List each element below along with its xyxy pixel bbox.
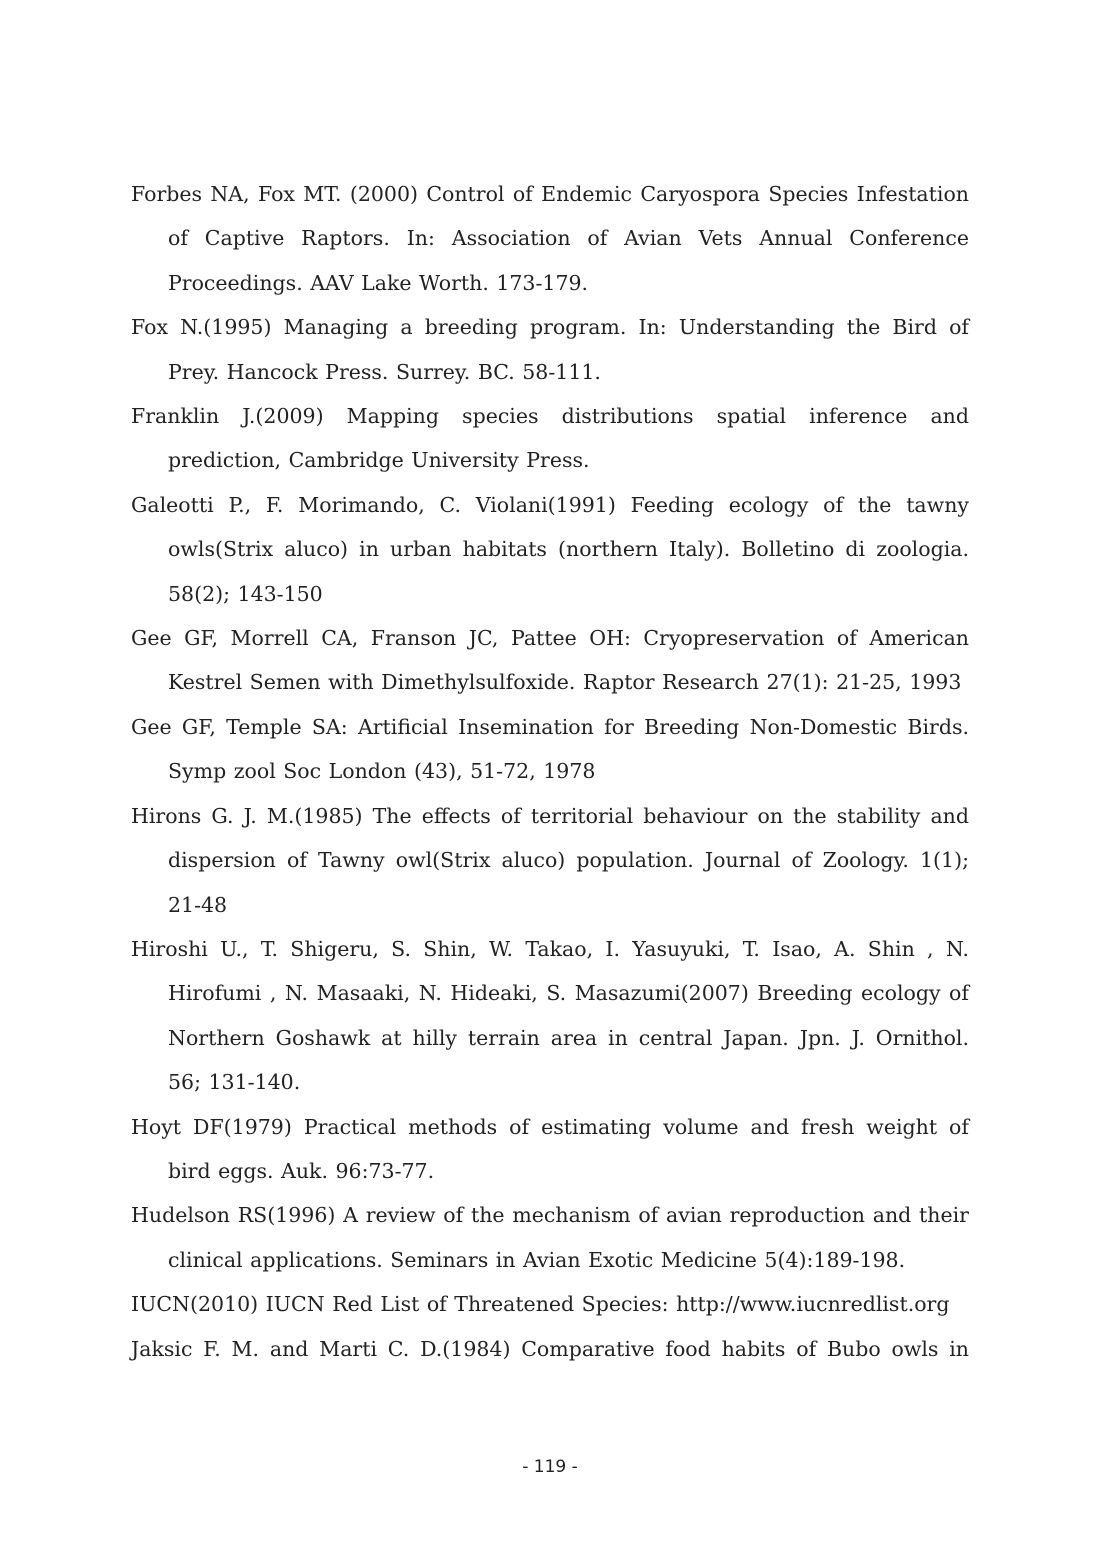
reference-galeotti-1991: Galeotti P., F. Morimando, C. Violani(1991) Feeding ecology of the tawny owls(Strix aluco) in urban habitats (northern Italy). Bolletino di zoologia. 58(2); 143-150 [131, 492, 969, 606]
reference-hoyt-1979: Hoyt DF(1979) Practical methods of estimating volume and fresh weight of bird eggs. Auk. 96:73-77. [131, 1114, 969, 1183]
reference-gee-morrell-1993: Gee GF, Morrell CA, Franson JC, Pattee OH: Cryopreservation of American Kestrel Semen with Dimethylsulfoxide. Raptor Research 27(1): 21-25, 1993 [131, 626, 969, 695]
reference-fox-1995: Fox N.(1995) Managing a breeding program. In: Understanding the Bird of Prey. Hancock Press. Surrey. BC. 58-111. [131, 315, 969, 384]
reference-hudelson-1996: Hudelson RS(1996) A review of the mechanism of avian reproduction and their clinical applications. Seminars in Avian Exotic Medicine 5(4):189-198. [131, 1203, 969, 1272]
reference-franklin-2009: Franklin J.(2009) Mapping species distributions spatial inference and prediction, Cambridge University Press. [131, 404, 969, 473]
reference-hiroshi-2007: Hiroshi U., T. Shigeru, S. Shin, W. Takao, I. Yasuyuki, T. Isao, A. Shin , N. Hirofumi , N. Masaaki, N. Hideaki, S. Masazumi(2007) Breeding ecology of Northern Goshawk at hilly terrain area in central Japan. Jpn. J. Ornithol. 56; 131‐140. [131, 936, 969, 1095]
page-number: - 119 - [522, 1457, 578, 1477]
reference-gee-temple-1978: Gee GF, Temple SA: Artificial Insemination for Breeding Non-Domestic Birds. Symp zool Soc London (43), 51-72, 1978 [131, 714, 969, 784]
reference-forbes-2000: Forbes NA, Fox MT. (2000) Control of Endemic Caryospora Species Infestation of Captive Raptors. In: Association of Avian Vets Annual Conference Proceedings. AAV Lake Worth. 173-179. [131, 182, 969, 295]
reference-hirons-1985: Hirons G. J. M.(1985) The effects of territorial behaviour on the stability and dispersion of Tawny owl(Strix aluco) population. Journal of Zoology. 1(1); 21-48 [131, 803, 969, 917]
reference-list [131, 172, 969, 1371]
reference-iucn-2010: IUCN(2010) IUCN Red List of Threatened Species: http://www.iucnredlist.org [131, 1292, 950, 1317]
reference-jaksic-1984: Jaksic F. M. and Marti C. D.(1984) Comparative food habits of Bubo owls in [131, 1336, 969, 1361]
